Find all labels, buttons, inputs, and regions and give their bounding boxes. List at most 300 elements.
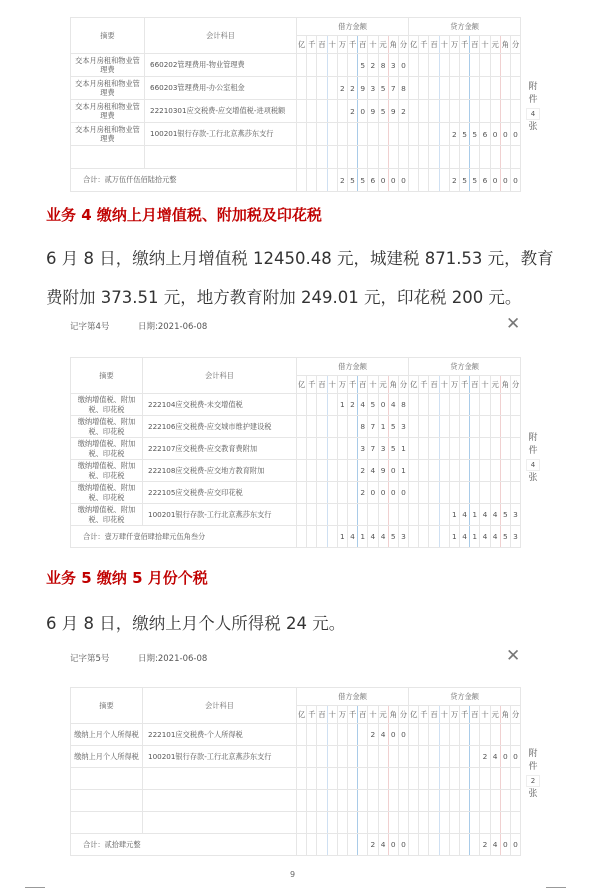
- attachment-number: 2: [526, 775, 540, 787]
- amount-digit: [449, 77, 459, 100]
- amount-digit: [449, 482, 459, 504]
- summary-cell: 缴纳上月个人所得税: [71, 724, 143, 746]
- amount-digit: [297, 100, 307, 123]
- digit-unit-header: 十: [480, 36, 490, 54]
- amount-digit: [327, 768, 337, 790]
- amount-digit: 7: [368, 438, 378, 460]
- voucher-5-table: [70, 687, 521, 856]
- amount-digit: [368, 768, 378, 790]
- amount-digit: [337, 812, 347, 834]
- amount-digit: [347, 438, 357, 460]
- table-row: [71, 438, 521, 460]
- digit-unit-header: 角: [388, 376, 398, 394]
- page-number: 9: [290, 870, 296, 879]
- amount-digit: 0: [510, 169, 520, 192]
- amount-digit: 4: [490, 526, 500, 548]
- amount-digit: 0: [388, 169, 398, 192]
- summary-header: 摘要: [71, 18, 145, 54]
- amount-digit: [449, 812, 459, 834]
- digit-unit-header: 亿: [297, 36, 307, 54]
- amount-digit: [368, 790, 378, 812]
- digit-unit-header: 十: [327, 706, 337, 724]
- summary-cell: 缴纳增值税、附加税、印花税: [71, 460, 143, 482]
- amount-digit: [317, 100, 327, 123]
- amount-digit: [429, 482, 439, 504]
- digit-unit-header: 千: [307, 376, 317, 394]
- amount-digit: [470, 77, 480, 100]
- amount-digit: 3: [510, 526, 520, 548]
- amount-digit: [500, 416, 510, 438]
- amount-digit: 6: [480, 123, 490, 146]
- amount-digit: 2: [337, 169, 347, 192]
- amount-digit: 1: [398, 460, 408, 482]
- amount-digit: [409, 724, 419, 746]
- amount-digit: [327, 123, 337, 146]
- amount-digit: [307, 812, 317, 834]
- amount-digit: [460, 54, 470, 77]
- amount-digit: 2: [480, 834, 490, 856]
- amount-digit: [429, 77, 439, 100]
- amount-digit: [327, 100, 337, 123]
- table-row: [71, 123, 521, 146]
- amount-digit: 0: [398, 169, 408, 192]
- amount-digit: [398, 504, 408, 526]
- amount-digit: [510, 100, 520, 123]
- amount-digit: [358, 724, 368, 746]
- summary-cell: 交本月房租和物业管理费: [71, 123, 145, 146]
- amount-digit: [460, 790, 470, 812]
- close-icon[interactable]: ✕: [506, 646, 521, 666]
- table-row: [71, 460, 521, 482]
- amount-digit: 0: [398, 724, 408, 746]
- amount-digit: [470, 100, 480, 123]
- amount-digit: [307, 100, 317, 123]
- table-row: [71, 790, 521, 812]
- amount-digit: [297, 504, 307, 526]
- amount-digit: [388, 123, 398, 146]
- amount-digit: [317, 834, 327, 856]
- digit-unit-header: 百: [429, 706, 439, 724]
- amount-digit: [317, 123, 327, 146]
- amount-digit: [347, 482, 357, 504]
- amount-digit: 2: [398, 100, 408, 123]
- amount-digit: 5: [378, 77, 388, 100]
- amount-digit: [419, 169, 429, 192]
- amount-digit: [490, 790, 500, 812]
- total-row: [71, 526, 521, 548]
- amount-digit: 1: [470, 504, 480, 526]
- amount-digit: [317, 746, 327, 768]
- amount-digit: [368, 504, 378, 526]
- summary-cell: 缴纳增值税、附加税、印花税: [71, 482, 143, 504]
- amount-digit: [449, 54, 459, 77]
- amount-digit: [510, 416, 520, 438]
- amount-digit: [409, 123, 419, 146]
- amount-digit: [439, 724, 449, 746]
- amount-digit: [439, 504, 449, 526]
- amount-digit: 5: [347, 169, 357, 192]
- amount-digit: [460, 746, 470, 768]
- digit-unit-header: 元: [490, 376, 500, 394]
- amount-digit: 2: [347, 100, 357, 123]
- amount-digit: [490, 54, 500, 77]
- amount-digit: 0: [388, 724, 398, 746]
- amount-digit: [297, 54, 307, 77]
- voucher-date: 日期:2021-06-08: [138, 654, 208, 664]
- amount-digit: [307, 768, 317, 790]
- amount-digit: [317, 438, 327, 460]
- amount-digit: [429, 724, 439, 746]
- amount-digit: [470, 416, 480, 438]
- account-cell: [143, 768, 297, 790]
- amount-digit: [429, 790, 439, 812]
- digit-unit-header: 十: [439, 706, 449, 724]
- amount-digit: [327, 724, 337, 746]
- amount-digit: 6: [368, 169, 378, 192]
- digit-unit-header: 百: [317, 706, 327, 724]
- amount-digit: [388, 768, 398, 790]
- amount-digit: [409, 746, 419, 768]
- credit-header: 贷方金额: [409, 358, 521, 376]
- amount-digit: 3: [398, 526, 408, 548]
- amount-digit: [439, 526, 449, 548]
- amount-digit: 4: [460, 504, 470, 526]
- digit-unit-header: 万: [449, 376, 459, 394]
- amount-digit: 0: [490, 169, 500, 192]
- amount-digit: [337, 438, 347, 460]
- amount-digit: [347, 504, 357, 526]
- amount-digit: [500, 438, 510, 460]
- amount-digit: 7: [368, 416, 378, 438]
- amount-digit: 4: [378, 834, 388, 856]
- summary-cell: [71, 768, 143, 790]
- page-corner-left: [25, 887, 45, 888]
- section-5-title: 业务 5 缴纳 5 月份个税: [46, 569, 208, 587]
- amount-digit: [337, 54, 347, 77]
- amount-digit: 2: [358, 460, 368, 482]
- amount-digit: [388, 812, 398, 834]
- amount-digit: [337, 790, 347, 812]
- amount-digit: [460, 100, 470, 123]
- table-row: [71, 416, 521, 438]
- voucher-5-header: [70, 648, 530, 668]
- amount-digit: 4: [347, 526, 357, 548]
- summary-header: 摘要: [71, 688, 143, 724]
- amount-digit: [470, 394, 480, 416]
- amount-digit: 0: [510, 834, 520, 856]
- digit-unit-header: 千: [460, 36, 470, 54]
- amount-digit: [480, 724, 490, 746]
- amount-digit: [368, 123, 378, 146]
- amount-digit: [500, 394, 510, 416]
- amount-digit: 1: [449, 526, 459, 548]
- digit-unit-header: 千: [460, 376, 470, 394]
- amount-digit: [480, 100, 490, 123]
- amount-digit: [317, 394, 327, 416]
- amount-digit: [358, 123, 368, 146]
- account-cell: 22210301应交税费-应交增值税-进项税额: [145, 100, 297, 123]
- attachment-count-voucher-5: 附 件 2 张: [526, 748, 540, 801]
- amount-digit: [419, 482, 429, 504]
- digit-unit-header: 十: [327, 36, 337, 54]
- amount-digit: [480, 790, 490, 812]
- amount-digit: [317, 54, 327, 77]
- digit-unit-header: 十: [368, 376, 378, 394]
- amount-digit: [307, 526, 317, 548]
- amount-digit: 4: [480, 526, 490, 548]
- amount-digit: 0: [378, 482, 388, 504]
- summary-cell: 缴纳上月个人所得税: [71, 746, 143, 768]
- amount-digit: [419, 790, 429, 812]
- amount-digit: [500, 768, 510, 790]
- amount-digit: [358, 790, 368, 812]
- amount-digit: [337, 100, 347, 123]
- amount-digit: [409, 834, 419, 856]
- amount-digit: 7: [388, 77, 398, 100]
- amount-digit: [449, 394, 459, 416]
- amount-digit: 0: [388, 834, 398, 856]
- amount-digit: [347, 834, 357, 856]
- amount-digit: [409, 169, 419, 192]
- amount-digit: [398, 768, 408, 790]
- amount-digit: [409, 100, 419, 123]
- table-row: [71, 100, 521, 123]
- voucher-date: 日期:2021-06-08: [138, 322, 208, 332]
- amount-digit: [490, 482, 500, 504]
- amount-digit: [510, 790, 520, 812]
- amount-digit: 3: [510, 504, 520, 526]
- table-row: [71, 768, 521, 790]
- amount-digit: [358, 834, 368, 856]
- amount-digit: 5: [388, 438, 398, 460]
- amount-digit: [460, 834, 470, 856]
- amount-digit: 3: [388, 54, 398, 77]
- amount-digit: 5: [358, 54, 368, 77]
- amount-digit: [307, 460, 317, 482]
- amount-digit: [470, 54, 480, 77]
- amount-digit: [317, 768, 327, 790]
- amount-digit: [347, 416, 357, 438]
- digit-unit-header: 十: [480, 706, 490, 724]
- debit-header: 借方金额: [297, 688, 409, 706]
- amount-digit: [378, 768, 388, 790]
- amount-digit: 9: [358, 77, 368, 100]
- total-row: [71, 834, 521, 856]
- amount-digit: [510, 768, 520, 790]
- account-cell: 222105应交税费-应交印花税: [143, 482, 297, 504]
- amount-digit: [490, 438, 500, 460]
- digit-unit-header: 千: [347, 706, 357, 724]
- amount-digit: [388, 790, 398, 812]
- account-cell: 100201银行存款-工行北京燕莎东支行: [143, 746, 297, 768]
- table-row: [71, 394, 521, 416]
- amount-digit: [327, 54, 337, 77]
- table-row: [71, 482, 521, 504]
- amount-digit: [439, 482, 449, 504]
- attachment-number: 4: [526, 459, 540, 471]
- amount-digit: [327, 416, 337, 438]
- amount-digit: [480, 416, 490, 438]
- amount-digit: [490, 77, 500, 100]
- amount-digit: [460, 812, 470, 834]
- amount-digit: [429, 460, 439, 482]
- amount-digit: [419, 54, 429, 77]
- amount-digit: [297, 768, 307, 790]
- table-row: [71, 146, 521, 169]
- amount-digit: 4: [480, 504, 490, 526]
- amount-digit: [490, 100, 500, 123]
- amount-digit: [449, 834, 459, 856]
- amount-digit: 3: [398, 416, 408, 438]
- amount-digit: [480, 768, 490, 790]
- amount-digit: [480, 438, 490, 460]
- amount-digit: [307, 482, 317, 504]
- close-icon[interactable]: ✕: [506, 314, 521, 334]
- amount-digit: [490, 416, 500, 438]
- amount-digit: [297, 834, 307, 856]
- amount-digit: [500, 790, 510, 812]
- amount-digit: [327, 77, 337, 100]
- amount-digit: [327, 394, 337, 416]
- amount-digit: [470, 812, 480, 834]
- digit-unit-header: 千: [419, 376, 429, 394]
- amount-digit: [368, 746, 378, 768]
- amount-digit: 0: [500, 834, 510, 856]
- digit-unit-header: 十: [439, 376, 449, 394]
- amount-digit: [297, 812, 307, 834]
- amount-digit: [480, 77, 490, 100]
- amount-digit: [409, 504, 419, 526]
- amount-digit: [337, 834, 347, 856]
- amount-digit: [317, 526, 327, 548]
- amount-digit: [449, 416, 459, 438]
- amount-digit: [429, 100, 439, 123]
- table-header-row: [71, 688, 521, 706]
- amount-digit: [409, 416, 419, 438]
- summary-cell: [71, 790, 143, 812]
- amount-digit: [378, 812, 388, 834]
- amount-digit: [470, 768, 480, 790]
- amount-digit: [317, 724, 327, 746]
- amount-digit: [500, 460, 510, 482]
- amount-digit: [378, 123, 388, 146]
- amount-digit: [409, 54, 419, 77]
- account-cell: 100201银行存款-工行北京燕莎东支行: [143, 504, 297, 526]
- amount-digit: [419, 768, 429, 790]
- digit-unit-header: 千: [419, 706, 429, 724]
- amount-digit: [378, 504, 388, 526]
- amount-digit: 4: [378, 724, 388, 746]
- digit-unit-header: 元: [490, 36, 500, 54]
- digit-unit-header: 百: [470, 36, 480, 54]
- amount-digit: 5: [500, 504, 510, 526]
- amount-digit: [510, 394, 520, 416]
- amount-digit: 0: [500, 169, 510, 192]
- digit-unit-header: 分: [398, 706, 408, 724]
- amount-digit: 2: [449, 123, 459, 146]
- amount-digit: [429, 504, 439, 526]
- amount-digit: 5: [470, 169, 480, 192]
- amount-digit: [317, 482, 327, 504]
- amount-digit: [297, 123, 307, 146]
- table-header-row: [71, 18, 521, 36]
- amount-digit: 5: [460, 123, 470, 146]
- credit-header: 贷方金额: [409, 18, 521, 36]
- section-4-title: 业务 4 缴纳上月增值税、附加税及印花税: [46, 206, 322, 224]
- amount-digit: [347, 790, 357, 812]
- amount-digit: [449, 460, 459, 482]
- amount-digit: 0: [398, 834, 408, 856]
- amount-digit: [500, 724, 510, 746]
- amount-digit: [490, 394, 500, 416]
- amount-digit: [429, 123, 439, 146]
- amount-digit: [439, 790, 449, 812]
- amount-digit: [510, 812, 520, 834]
- amount-digit: [439, 394, 449, 416]
- amount-digit: 6: [480, 169, 490, 192]
- amount-digit: [439, 768, 449, 790]
- account-cell: [143, 790, 297, 812]
- amount-digit: 4: [358, 394, 368, 416]
- summary-cell: 交本月房租和物业管理费: [71, 54, 145, 77]
- amount-digit: [327, 834, 337, 856]
- digit-unit-header: 亿: [297, 376, 307, 394]
- amount-digit: [439, 100, 449, 123]
- summary-cell: 交本月房租和物业管理费: [71, 77, 145, 100]
- debit-header: 借方金额: [297, 18, 409, 36]
- amount-digit: [358, 768, 368, 790]
- amount-digit: [317, 790, 327, 812]
- amount-digit: [409, 768, 419, 790]
- digit-unit-header: 千: [419, 36, 429, 54]
- digit-unit-header: 分: [510, 706, 520, 724]
- account-cell: 222101应交税费-个人所得税: [143, 724, 297, 746]
- digit-unit-header: 千: [347, 36, 357, 54]
- digit-unit-header: 百: [358, 376, 368, 394]
- digit-unit-header: 亿: [297, 706, 307, 724]
- amount-digit: [337, 416, 347, 438]
- digit-unit-header: 百: [358, 36, 368, 54]
- amount-digit: 1: [337, 394, 347, 416]
- amount-digit: [429, 416, 439, 438]
- amount-digit: [358, 746, 368, 768]
- amount-digit: [347, 746, 357, 768]
- digit-unit-header: 十: [327, 376, 337, 394]
- total-row: [71, 169, 521, 192]
- amount-digit: 0: [510, 123, 520, 146]
- amount-digit: 0: [398, 54, 408, 77]
- amount-digit: 0: [398, 482, 408, 504]
- account-header: 会计科目: [143, 688, 297, 724]
- amount-digit: 0: [358, 100, 368, 123]
- amount-digit: [510, 54, 520, 77]
- table-row: [71, 746, 521, 768]
- digit-unit-header: 亿: [409, 376, 419, 394]
- digit-unit-header: 分: [398, 376, 408, 394]
- amount-digit: [439, 54, 449, 77]
- digit-unit-header: 百: [429, 376, 439, 394]
- amount-digit: [398, 123, 408, 146]
- amount-digit: 2: [337, 77, 347, 100]
- amount-digit: 0: [388, 460, 398, 482]
- amount-digit: [337, 768, 347, 790]
- amount-digit: [419, 438, 429, 460]
- amount-digit: [337, 123, 347, 146]
- digit-unit-header: 元: [490, 706, 500, 724]
- amount-digit: [439, 416, 449, 438]
- amount-digit: [490, 768, 500, 790]
- amount-digit: 8: [358, 416, 368, 438]
